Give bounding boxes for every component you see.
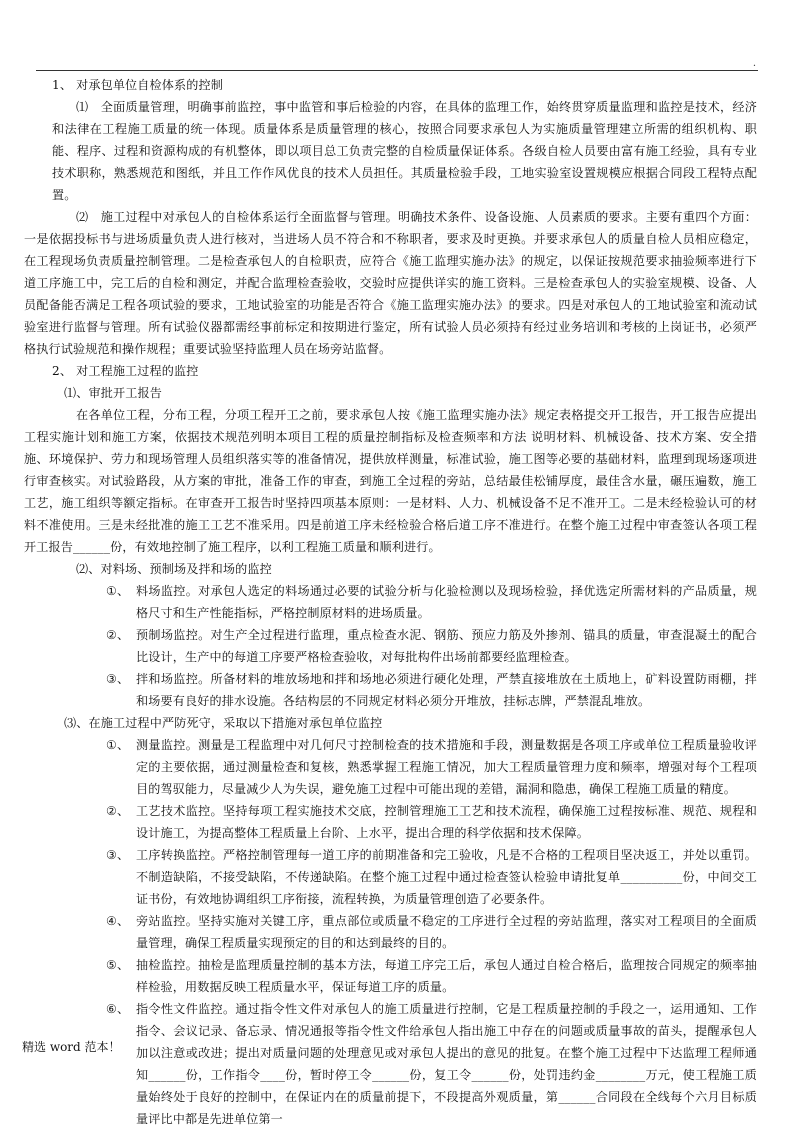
list-item-number: ③、 [106,848,130,862]
section-2-3-title: ⑶、在施工过程中严防死守，采取以下措施对承包单位监控 [64,716,383,730]
list-item [52,910,757,954]
header-rule [36,70,758,71]
section-2-2-list [52,580,757,712]
list-item [52,800,757,844]
list-item [52,624,757,668]
header-dot: . [752,58,756,69]
list-item-number: ④、 [106,914,130,928]
section-2-1-paragraph: 在各单位工程，分布工程，分项工程开工之前，要求承包人按《施工监理实施办法》规定表格提交开工报告，开工报告应提出工程实施计划和施工方案，依据技术规范列明本项目工程的质量控制指标及检查频率和方法 说明材料、机械设备、技术方案、安全措施、环境保护、劳力和现场管理人员组织落实等的准备情况，提供放样测量，标准试验，施工图等必要的基础材料，监理到现场逐项进行审查核实。对试验路段，从方案的审批，准备工作的审查，到施工全过程的旁站，总结最佳松铺厚度，最佳含水量，碾压遍数，施工工艺，施工组织等额定指标。在审查开工报告时坚持四项基本原则：一是材料、人力、机械设备不足不准开工。二是未经检验认可的材料不准使用。三是未经批准的施工工艺不准采用。四是前道工序未经检验合格后道工序不准进行。在整个施工过程中审查签认各项工程开工报告______份，有效地控制了施工程序，以利工程施工质量和顺利进行。 [24,408,757,554]
list-item-number: ⑥、 [106,1002,130,1016]
list-item-text: 预制场监控。对生产全过程进行监理，重点检查水泥、钢筋、预应力筋及外掺剂、锚具的质量，审查混凝土的配合比设计，生产中的每道工序要严格检查验收，对每批构件出场前都要经监理检查。 [136,628,757,664]
list-item-text: 料场监控。对承包人选定的料场通过必要的试验分析与化验检测以及现场检验，择优选定所需材料的产品质量，规格尺寸和生产性能指标，严格控制原材料的进场质量。 [136,584,757,620]
section-2-3-list [52,734,757,1130]
list-item-text: 拌和场监控。所备材料的堆放场地和拌和场地必须进行硬化处理，严禁直接堆放在土质地上，矿料设置防雨棚，拌和场要有良好的排水设施。各结构层的不同规定材料必须分开堆放，挂标志牌，严禁混乱堆放。 [136,672,757,708]
list-item-text: 旁站监控。坚持实施对关键工序，重点部位或质量不稳定的工序进行全过程的旁站监理，落实对工程项目的全面质量管理，确保工程质量实现预定的目的和达到最终的目的。 [136,914,757,950]
list-item-number: ⑤、 [106,958,130,972]
list-item-number: ②、 [106,804,130,818]
section-1-paragraph-2: ⑵ 施工过程中对承包人的自检体系运行全面监督与管理。明确技术条件、设备设施、人员素质的要求。主要有重四个方面：一是依据投标书与进场质量负责人进行核对，当进场人员不符合和不称职者，要求及时更换。并要求承包人的质量自检人员相应稳定，在工程现场负责质量控制管理。二是检查承包人的自检职责，应符合《施工监理实施办法》的规定，以保证按规范要求抽验频率进行下道工序施工中，完工后的自检和测定，并配合监理检查验收，交验时应提供详实的施工资料。三是检查承包人的实验室规模、设备、人员配备能否满足工程各项试验的要求，工地试验室的功能是否符合《施工监理实施办法》的要求。四是对承包人的工地试验室和流动试验室进行监督与管理。所有试验仪器都需经事前标定和按期进行鉴定，所有试验人员必须持有经过业务培训和考核的上岗证书，必须严格执行试验规范和操作规程；重要试验坚持监理人员在场旁站监督。 [24,210,757,356]
list-item [52,580,757,624]
section-1-paragraph-1: ⑴ 全面质量管理，明确事前监控，事中监管和事后检验的内容，在具体的监理工作，始终贯穿质量监理和监控是技术，经济和法律在工程施工质量的统一体现。质量体系是质量管理的核心，按照合同要求承包人为实施质量管理建立所需的组织机构、职能、程序、过程和资源构成的有机整体，即以项目总工负责完整的自检质量保证体系。各级自检人员要由富有施工经验，具有专业技术职称，熟悉规范和图纸，并且工作作风优良的技术人员担任。其质量检验手段，工地实验室设置规模应根据合同段工程特点配置。 [52,100,757,202]
section-2-2-title: ⑵、对料场、预制场及拌和场的监控 [76,562,272,576]
list-item-number: ③、 [106,672,130,686]
list-item [52,954,757,998]
list-item-text: 工艺技术监控。坚持每项工程实施技术交底，控制管理施工工艺和技术流程，确保施工过程按标准、规范、规程和设计施工，为提高整体工程质量上台阶、上水平，提出合理的科学依据和技术保障。 [136,804,757,840]
list-item [52,844,757,910]
list-item-text: 测量监控。测量是工程监理中对几何尺寸控制检查的技术措施和手段，测量数据是各项工序或单位工程质量验收评定的主要依据，通过测量检查和复核，熟悉掌握工程施工情况，加大工程质量管理力度和频率，增强对每个工程项目的驾驭能力，尽量减少人为失误，避免施工过程中可能出现的差错，漏洞和隐患，确保工程施工质量的精度。 [136,738,757,796]
section-2-1-title: ⑴、审批开工报告 [64,386,162,400]
footer-note: 精选 word 范本！ [22,1040,121,1054]
list-item-number: ②、 [106,628,130,642]
list-item-text: 指令性文件监控。通过指令性文件对承包人的施工质量进行控制，它是工程质量控制的手段之一，运用通知、工作指令、会议记录、备忘录、情况通报等指令性文件给承包人指出施工中存在的问题或质量事故的苗头，提醒承包人加以注意或改进；提出对质量问题的处理意见或对承包人提出的意见的批复。在整个施工过程中下达监理工程师通知______份，工作指令____份，暂时停工令______份，复工令______份，处罚违约金________万元，使工程施工质量始终处于良好的控制中，在保证内在的质量前提下，不段提高外观质量，第______合同段在全线每个六月目标质量评比中都是先进单位第一 [136,1002,757,1126]
list-item-text: 抽检监控。抽检是监理质量控制的基本方法，每道工序完工后，承包人通过自检合格后，监理按合同规定的频率抽样检验，用数据反映工程质量水平，保证每道工序的质量。 [136,958,757,994]
document-body [24,74,757,1130]
list-item [52,998,757,1130]
list-item-number: ①、 [106,584,130,598]
list-item [52,734,757,800]
list-item-number: ①、 [106,738,130,752]
list-item [52,668,757,712]
section-2-title: 2、 对工程施工过程的监控 [52,364,199,378]
section-1-title: 1、 对承包单位自检体系的控制 [52,78,224,92]
list-item-text: 工序转换监控。严格控制管理每一道工序的前期准备和完工验收，凡是不合格的工程项目坚决返工，并处以重罚。不制造缺陷，不接受缺陷，不传递缺陷。在整个施工过程中通过检查签认检验申请批复单__________份，中间交工证书份，有效地协调组织工序衔接，流程转换，为质量管理创造了必要条件。 [136,848,757,906]
